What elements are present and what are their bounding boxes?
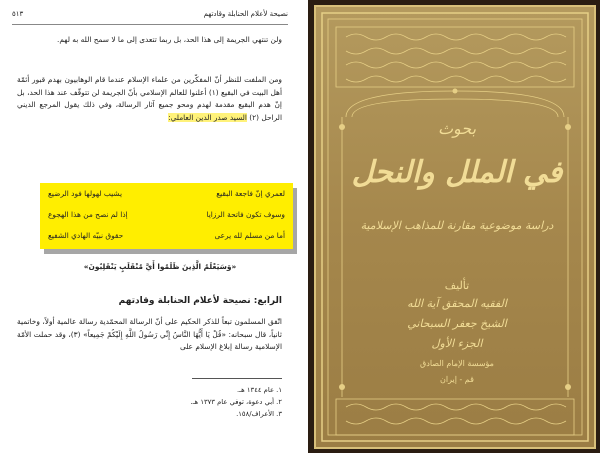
highlighted-name: السيد صدر الدين العاملي: <box>168 112 247 122</box>
poem-hemistich: يشيب لهولها فود الرضيع <box>48 189 123 198</box>
footnote-divider <box>192 378 282 379</box>
quran-verse: «وَسَيَعْلَمُ الَّذِينَ ظَلَمُوا أَيَّ مُنْقَلَبٍ يَنْقَلِبُونَ» <box>83 262 237 271</box>
cover-series: بحوث <box>437 119 477 138</box>
page-number: ٥١٣ <box>12 10 24 18</box>
poem-hemistich: أما من مسلم لله يرعى <box>214 231 285 240</box>
header-title: نصيحة لأعلام الحنابلة وقادتهم <box>203 10 288 18</box>
footnote: ١. عام ١٣٤٤ هـ. <box>237 386 282 394</box>
poem-hemistich: لعمري إنّ فاجعة البقيع <box>216 189 285 198</box>
footnote: ٣. الأعراف/١٥٨. <box>236 410 282 418</box>
cover-by: تأليف <box>444 279 470 292</box>
poem-line <box>40 225 293 246</box>
paragraph-2 <box>17 74 282 124</box>
cover-author-name: الشيخ جعفر السبحاني <box>407 317 507 330</box>
cover-title: في الملل والنحل <box>351 155 563 190</box>
poem-hemistich: إذا لم نصح من هذا الهجوع <box>48 210 128 219</box>
page-header <box>12 10 288 25</box>
cover-author-title: الفقيه المحقق آية الله <box>407 297 507 310</box>
footnote: ٢. أبي دعوة، توفي عام ١٣٧٣ هـ. <box>190 398 282 406</box>
cover-subtitle: دراسة موضوعية مقارنة للمذاهب الإسلامية <box>360 219 554 232</box>
cover-city: قم - إيران <box>440 375 474 384</box>
book-cover <box>308 0 600 453</box>
section-title: الرابع: نصيحة لأعلام الحنابلة وقادتهم <box>118 296 282 306</box>
cover-publisher: مؤسسة الإمام الصادق <box>420 359 494 368</box>
poem-hemistich: حقوق نبيّه الهادي الشفيع <box>48 231 124 240</box>
poem-line <box>40 183 293 204</box>
paragraph-2-text: ومن الملفت للنظر أنّ المفكّرين من علماء الإسلام عندما قام الوهابيون بهدم قبور أئمّة أهل البيت في البقيع (١) أعلنوا للعالم الإسلامي بأنّ الجريمة لن تتوقّف عند هذا الحد، بل إنّ هدم البقيع مقدمة لهدم ومحو جميع آثار الرسالة، وفي ذلك يقول المرجع الديني الراحل (٢) <box>17 75 282 122</box>
highlighted-poem <box>40 183 293 249</box>
paragraph-3: اتّفق المسلمون تبعاً للذكر الحكيم على أنّ الرسالة المحمّدية رسالة عالمية أولاً، وخاتمية ثانياً، قال سبحانه: «قُلْ يَا أَيُّهَا النَّاسُ إِنِّي رَسُولُ اللَّهِ إِلَيْكُمْ جَمِيعاً» (٣)، وقد حملت الأمّة الإسلامية رسالة إبلاغ الإسلام على <box>17 317 282 352</box>
poem-hemistich: وسوف تكون فاتحة الرزايا <box>206 210 285 219</box>
cover-panel <box>314 5 596 449</box>
cover-volume: الجزء الأول <box>431 337 483 350</box>
poem-line <box>40 204 293 225</box>
paragraph-1: ولن تنتهي الجريمة إلى هذا الحد، بل ربما تتعدى إلى ما لا سمح الله به لهم. <box>57 35 282 44</box>
